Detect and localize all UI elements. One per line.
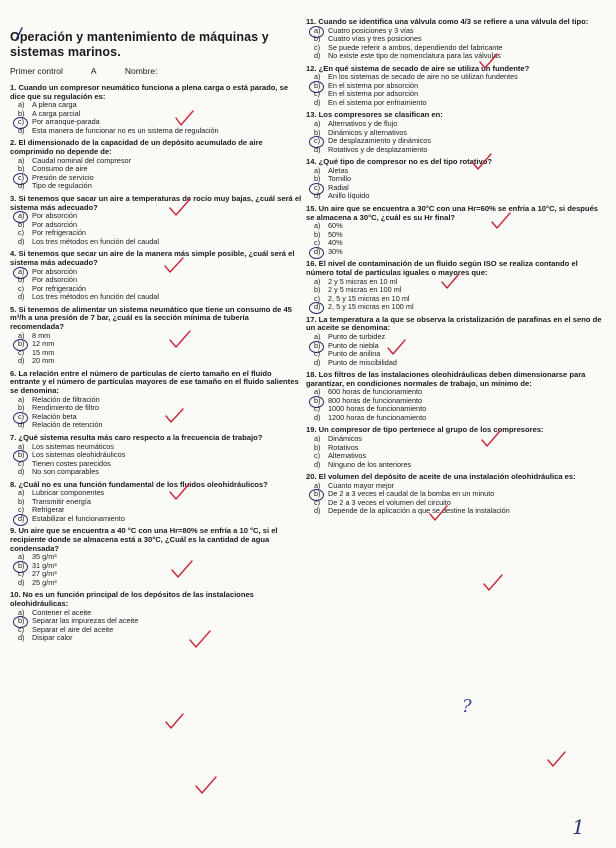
option-text: Los tres métodos en función del caudal [32, 236, 159, 246]
option-letter: d) [18, 181, 25, 191]
option-text: 25 g/m³ [32, 577, 57, 587]
question-stem: 20. El volumen del depósito de aceite de una instalación oleohidráulica es: [306, 472, 576, 482]
option-letter: b) [314, 229, 321, 239]
option-text: Los tres métodos en función del caudal [32, 292, 159, 302]
option [306, 239, 606, 248]
option-letter: c) [314, 89, 321, 99]
option-text: Caudal nominal del compresor [32, 155, 131, 165]
option [10, 238, 302, 247]
option-selected [306, 248, 606, 257]
option-letter: a) [314, 165, 321, 175]
option-letter: b) [314, 127, 321, 137]
option-letter: a) [18, 552, 25, 562]
question-item [10, 306, 302, 366]
option-text: De 2 a 3 veces el volumen del circuito [328, 497, 451, 507]
option-letter: a) [314, 387, 321, 397]
option-letter: a) [314, 480, 321, 490]
option-letter: c) [18, 283, 25, 293]
question-stem: 6. La relación entre el número de partículas de cierto tamaño en el fluido entrante y el número de partículas mayores de ese tamaño en el fluido salientes se denomina: [10, 368, 299, 396]
option-letter: b) [314, 442, 321, 452]
option-letter: c) [314, 182, 321, 192]
option-letter: b) [18, 560, 25, 570]
option-letter: c) [314, 136, 321, 146]
option-text: Dinámicos y alternativos [328, 127, 408, 137]
option-text: Aletas [328, 165, 349, 175]
question-stem: 19. Un compresor de tipo pertenece al grupo de los compresores: [306, 425, 544, 435]
option-text: Separar el aire del aceite [32, 624, 114, 634]
option-text: 40% [328, 238, 343, 248]
control-label: Primer control [10, 66, 63, 76]
option-letter: d) [18, 633, 25, 643]
title-line-2: sistemas marinos. [10, 45, 121, 59]
option-letter: a) [18, 266, 25, 276]
question-stem: 5. Si tenemos de alimentar un sistema neumático que tiene un consumo de 45 m³/h a una presión de 7 bar, ¿cuál es la sección mínima de tubería recomendada? [10, 304, 292, 332]
name-label: Nombre: [124, 66, 158, 76]
option-letter: a) [18, 394, 25, 404]
option-letter: a) [18, 441, 25, 451]
option-text: 30% [328, 246, 343, 256]
option-list [306, 388, 606, 422]
option-letter: c) [18, 569, 25, 579]
option-text: Cuatro vías y tres posiciones [328, 34, 422, 44]
option [10, 579, 302, 588]
option-list [10, 489, 302, 523]
question-stem: 3. Si tenemos que sacar un aire a temperaturas de rocío muy bajas, ¿cuál será el sistema más adecuado? [10, 193, 302, 212]
option [10, 293, 302, 302]
option-text: 35 g/m³ [32, 552, 57, 562]
option-letter: d) [18, 292, 25, 302]
option [10, 421, 302, 430]
option-letter: c) [314, 238, 321, 248]
option-text: 27 g/m³ [32, 569, 57, 579]
option-letter: a) [314, 332, 321, 342]
option-letter: c) [314, 404, 321, 414]
option-text: Tienen costes parecidos [32, 458, 111, 468]
question-stem: 12. ¿En qué sistema de secado de aire se utiliza un fundente? [306, 63, 530, 73]
question-item [10, 370, 302, 430]
option [306, 461, 606, 470]
option-text: Refrigerar [32, 505, 65, 515]
option-letter: d) [18, 467, 25, 477]
question-item [10, 527, 302, 587]
question-item [306, 426, 606, 469]
option-selected [306, 303, 606, 312]
option-text: Se puede referir a ambos, dependiendo del fabricante [328, 42, 503, 52]
option-text: No son comparables [32, 467, 99, 477]
option-letter: d) [18, 125, 25, 135]
option-letter: d) [314, 302, 321, 312]
question-stem: 10. No es un función principal de los depósitos de las instalaciones oleohidráulicas: [10, 590, 254, 609]
option-text: Consumo de aire [32, 164, 88, 174]
option-text: Relación de filtración [32, 394, 100, 404]
question-stem: 13. Los compresores se clasifican en: [306, 110, 443, 120]
option-letter: c) [314, 42, 321, 52]
option-text: Anillo líquido [328, 191, 370, 201]
option-list [306, 120, 606, 154]
option-letter: c) [18, 347, 25, 357]
option-text: Rotativos y de desplazamiento [328, 144, 428, 154]
option-selected [10, 515, 302, 524]
option-text: Radial [328, 182, 349, 192]
option-text: Por refrigeración [32, 228, 86, 238]
right-column [306, 0, 606, 520]
check-mark-icon [166, 714, 183, 728]
check-mark-icon [196, 777, 216, 793]
title-line-1: Operación y mantenimiento de máquinas y [10, 30, 269, 44]
option-letter: a) [18, 488, 25, 498]
option-letter: d) [314, 246, 321, 256]
option-letter: b) [314, 34, 321, 44]
question-item [306, 473, 606, 516]
question-item [10, 139, 302, 190]
option-text: Alternativos [328, 451, 367, 461]
option-list [306, 333, 606, 367]
question-mark-annotation: ? [462, 696, 472, 717]
option-text: No existe este tipo de nomenclatura para las válvulas [328, 51, 501, 61]
option-letter: a) [18, 100, 25, 110]
option-letter: d) [314, 144, 321, 154]
option-list [10, 157, 302, 191]
option-letter: a) [314, 221, 321, 231]
option [10, 468, 302, 477]
option-list [10, 332, 302, 366]
option-text: Por absorción [32, 266, 78, 276]
question-stem: 17. La temperatura a la que se observa la cristalización de parafinas en el seno de un aceite se denomina: [306, 314, 602, 333]
option-text: 800 horas de funcionamiento [328, 395, 423, 405]
option-text: 8 mm [32, 330, 51, 340]
option-letter: b) [18, 275, 25, 285]
option-letter: d) [314, 357, 321, 367]
option-letter: a) [18, 211, 25, 221]
option-text: En el sistema por adsorción [328, 89, 419, 99]
option-text: Por arranque-parada [32, 117, 100, 127]
option-text: Alternativos y de flujo [328, 119, 398, 129]
question-item [306, 371, 606, 422]
option-text: Tornillo [328, 174, 352, 184]
option-list [306, 27, 606, 61]
option-letter: b) [18, 450, 25, 460]
option [306, 146, 606, 155]
option-text: Contener el aceite [32, 607, 92, 617]
option-letter: c) [314, 451, 321, 461]
option [10, 127, 302, 136]
option-text: 60% [328, 221, 343, 231]
option-letter: b) [314, 395, 321, 405]
option-text: 600 horas de funcionamiento [328, 387, 423, 397]
option-letter: a) [314, 25, 321, 35]
option-letter: d) [314, 97, 321, 107]
option-letter: c) [18, 624, 25, 634]
option [306, 222, 606, 231]
question-item [10, 434, 302, 477]
left-column [10, 0, 302, 647]
option [306, 192, 606, 201]
question-stem: 16. El nivel de contaminación de un fluido según ISO se realiza contando el número total de partículas iguales o mayores que: [306, 259, 578, 277]
option-text: 1000 horas de funcionamiento [328, 404, 427, 414]
option-list [306, 435, 606, 469]
option-text: Punto de anilina [328, 349, 381, 359]
option-text: Dinámicos [328, 434, 363, 444]
question-stem: 4. Si tenemos que secar un aire de la manera más simple posible, ¿cuál será el sistema más adecuado? [10, 249, 295, 267]
option-letter: d) [314, 412, 321, 422]
option-letter: b) [18, 496, 25, 506]
option-text: Por refrigeración [32, 283, 86, 293]
option-text: Por adsorción [32, 219, 78, 229]
option [306, 414, 606, 423]
option-text: Estabilizar el funcionamiento [32, 513, 125, 523]
option-letter: c) [314, 497, 321, 507]
option-letter: c) [18, 172, 25, 182]
option-letter: a) [314, 434, 321, 444]
option-letter: a) [314, 276, 321, 286]
question-item [10, 591, 302, 642]
option-text: Transmitir energía [32, 496, 91, 506]
option-text: Rotativos [328, 442, 359, 452]
option-list [306, 222, 606, 256]
option-list [306, 278, 606, 312]
option-text: Depende de la aplicación a que se destine la instalación [328, 506, 510, 516]
option-letter: a) [18, 155, 25, 165]
option-letter: a) [18, 607, 25, 617]
option-letter: b) [18, 108, 25, 118]
question-item [306, 158, 606, 201]
option-text: 2, 5 y 15 micras en 100 ml [328, 302, 414, 312]
option-letter: d) [18, 513, 25, 523]
question-item [306, 111, 606, 154]
option-text: Por absorción [32, 211, 78, 221]
option [306, 99, 606, 108]
option-list [10, 396, 302, 430]
option-letter: b) [314, 174, 321, 184]
option-letter: c) [18, 505, 25, 515]
option-letter: c) [18, 228, 25, 238]
option-text: 2 y 5 micras en 10 ml [328, 276, 398, 286]
option-text: Relación beta [32, 411, 77, 421]
option-text: Por adsorción [32, 275, 78, 285]
option [10, 182, 302, 191]
option [306, 231, 606, 240]
option-letter: b) [18, 403, 25, 413]
question-stem: 14. ¿Qué tipo de compresor no es del tipo rotativo? [306, 157, 493, 167]
option-text: Tipo de regulación [32, 181, 92, 191]
option-list [10, 443, 302, 477]
option-letter: d) [18, 236, 25, 246]
option [10, 634, 302, 643]
question-item [306, 205, 606, 256]
option-letter: c) [18, 458, 25, 468]
option-letter: d) [314, 51, 321, 61]
option-text: Punto de miscibilidad [328, 357, 397, 367]
option-text: Los sistemas neumáticos [32, 441, 114, 451]
option-text: De 2 a 3 veces el caudal de la bomba en un minuto [328, 489, 495, 499]
question-item [306, 316, 606, 367]
option-text: 31 g/m³ [32, 560, 57, 570]
question-item [306, 260, 606, 311]
option-text: Presión de servicio [32, 172, 94, 182]
option-letter: c) [18, 411, 25, 421]
option-list [306, 482, 606, 516]
option-text: Punto de niebla [328, 340, 379, 350]
check-mark-icon [548, 752, 565, 766]
option-text: De desplazamiento y dinámicos [328, 136, 432, 146]
option-text: 50% [328, 229, 343, 239]
question-stem: 2. El dimensionado de la capacidad de un depósito acumulado de aire comprimido no depende de: [10, 138, 263, 157]
option [306, 175, 606, 184]
question-item [10, 250, 302, 301]
left-question-list [10, 84, 302, 643]
option-list [10, 553, 302, 587]
option-text: Lubricar componentes [32, 488, 105, 498]
option-text: Relación de retención [32, 420, 103, 430]
option-text: 2, 5 y 15 micras en 10 ml [328, 293, 410, 303]
question-stem: 7. ¿Qué sistema resulta más caro respecto a la frecuencia de trabajo? [10, 432, 263, 442]
option-letter: b) [314, 80, 321, 90]
question-item [306, 65, 606, 108]
question-stem: 1. Cuando un compresor neumático funciona a plena carga o está parado, se dice que su regulación es: [10, 83, 289, 101]
option-letter: d) [314, 459, 321, 469]
version-letter: A [90, 66, 97, 76]
option-text: Los sistemas oleohidráulicos [32, 450, 126, 460]
option-text: A plena carga [32, 100, 77, 110]
option-text: En el sistema por absorción [328, 80, 419, 90]
option-list [306, 73, 606, 107]
option-text: Ninguno de los anteriores [328, 459, 412, 469]
option-letter: a) [18, 330, 25, 340]
option-letter: d) [314, 506, 321, 516]
option-text: A carga parcial [32, 108, 81, 118]
option-text: En los sistemas de secado de aire no se utilizan fundentes [328, 72, 518, 82]
check-mark-icon [484, 575, 502, 590]
option-letter: d) [18, 356, 25, 366]
option-letter: c) [314, 349, 321, 359]
question-stem: 9. Un aire que se encuentra a 40 °C con una Hr=80% se enfría a 10 °C, si el recipiente donde se almacena está a 30°C, ¿Cuál es la cantidad de agua condensada? [10, 526, 278, 553]
option-text: Esta manera de funcionar no es un sistema de regulación [32, 125, 219, 135]
option-text: Cuanto mayor mejor [328, 480, 395, 490]
option-text: Cuatro posiciones y 3 vías [328, 25, 414, 35]
option-list [10, 212, 302, 246]
option-letter: b) [18, 164, 25, 174]
exam-title [10, 30, 302, 60]
option-text: Disipar calor [32, 633, 73, 643]
option-letter: b) [314, 489, 321, 499]
option-letter: b) [314, 340, 321, 350]
option-list [10, 268, 302, 302]
option [306, 52, 606, 61]
question-stem: 8. ¿Cuál no es una función fundamental de los fluidos oleohidráulicos? [10, 479, 268, 489]
option-text: 20 mm [32, 356, 55, 366]
option-letter: b) [18, 219, 25, 229]
option [306, 359, 606, 368]
option-text: Separar las impurezas del aceite [32, 616, 139, 626]
page-number: 1 [572, 815, 585, 839]
option-letter: b) [18, 616, 25, 626]
question-item [10, 195, 302, 246]
option-text: Rendimiento de filtro [32, 403, 99, 413]
option-list [10, 609, 302, 643]
question-stem: 18. Los filtros de las instalaciones oleohidráulicas deben dimensionarse para garantizar, en condiciones normales de trabajo, un mínimo de: [306, 370, 586, 388]
question-item [10, 481, 302, 524]
option-letter: c) [314, 293, 321, 303]
option-letter: a) [314, 72, 321, 82]
right-question-list [306, 18, 606, 516]
question-item [10, 84, 302, 135]
option-letter: d) [18, 577, 25, 587]
option-text: Punto de turbidez [328, 332, 386, 342]
option-list [10, 101, 302, 135]
option-text: 2 y 5 micras en 100 ml [328, 285, 402, 295]
option-text: 12 mm [32, 339, 55, 349]
question-item [306, 18, 606, 61]
option-text: 15 mm [32, 347, 55, 357]
option [306, 507, 606, 516]
option-letter: a) [314, 119, 321, 129]
option-text: 1200 horas de funcionamiento [328, 412, 427, 422]
question-stem: 11. Cuando se identifica una válvula como 4/3 se refiere a una válvula del tipo: [306, 17, 589, 26]
option-letter: b) [314, 285, 321, 295]
option-letter: c) [18, 117, 25, 127]
option-text: En el sistema por enfriamiento [328, 97, 427, 107]
option [10, 357, 302, 366]
option-letter: b) [18, 339, 25, 349]
exam-meta [10, 66, 302, 76]
option-list [306, 167, 606, 201]
option-letter: d) [18, 420, 25, 430]
option-letter: d) [314, 191, 321, 201]
question-stem: 15. Un aire que se encuentra a 30°C con una Hr=60% se enfría a 10°C, si después se almacena a 30°C, ¿cuál es su Hr final? [306, 203, 599, 222]
